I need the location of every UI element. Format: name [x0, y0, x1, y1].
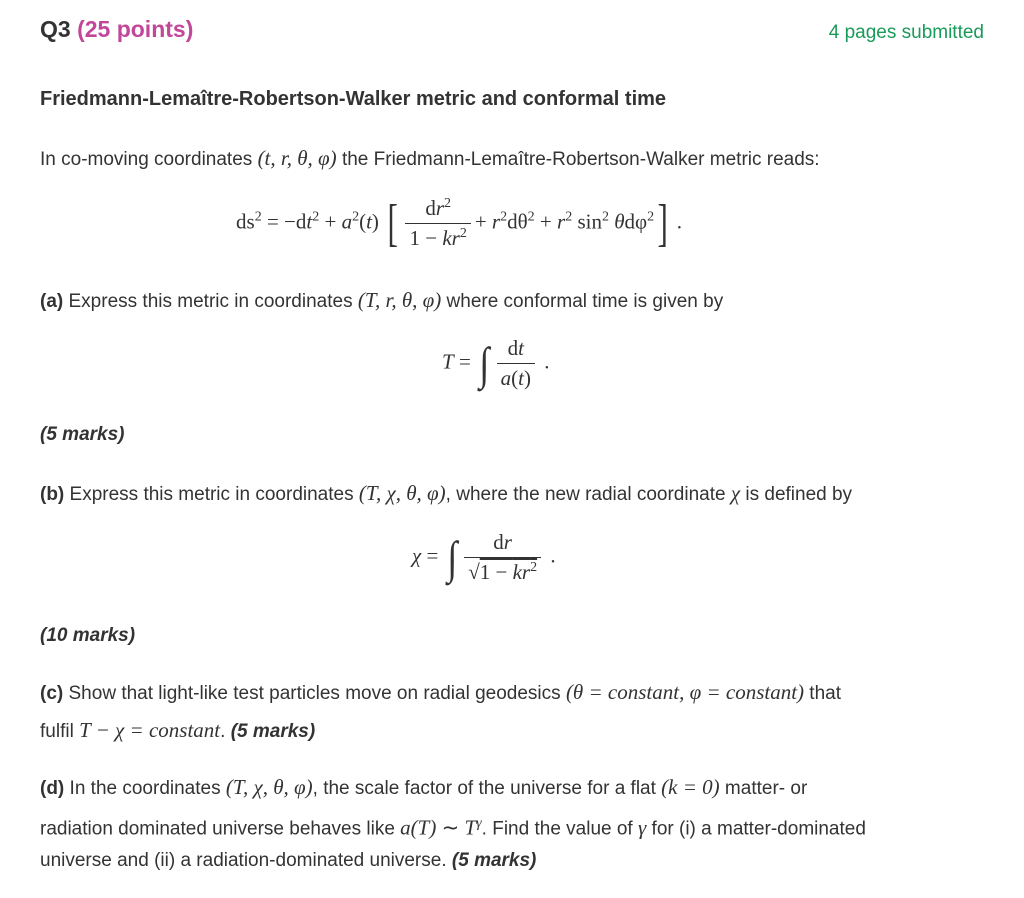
flrw-metric-equation: $ds^2 = -dt^2 + a^2(t)$ [ $\frac{dr^2}{1 - kr^2}$ + $r^2d\theta^2 + r^2$ $\sin^2 \theta d\varphi^2$] . [236, 194, 682, 252]
question-points: (25 points) [77, 16, 194, 42]
part-b-label: (b) [40, 484, 65, 505]
part-a-marks: (5 marks) [40, 424, 125, 445]
part-c-text-line1: (c) Show that light-like test particles move on radial geodesics (θ = constant, φ = constant) that [40, 680, 842, 704]
intro-coords: (t, r, θ, φ) [257, 146, 337, 170]
question-number: Q3 [40, 16, 71, 42]
part-d-text-line2: radiation dominated universe behaves like a(T) ∼ $T^\gamma$. Find the value of γ for (i) a matter-dominated [40, 815, 866, 840]
intro-paragraph: In co-moving coordinates (t, r, θ, φ) the Friedmann-Lemaître-Robertson-Walker metric reads: [40, 146, 820, 170]
part-d-text-line1: (d) In the coordinates (T, χ, θ, φ), the scale factor of the universe for a flat (k = 0) matter- or [40, 775, 808, 799]
part-b-text: (b) Express this metric in coordinates (T, χ, θ, φ), where the new radial coordinate χ is defined by [40, 481, 853, 505]
part-a-label: (a) [40, 291, 64, 312]
part-d-text-line3: universe and (ii) a radiation-dominated universe. (5 marks) [40, 850, 537, 871]
part-b-marks: (10 marks) [40, 625, 136, 646]
part-d-label: (d) [40, 778, 65, 799]
submission-status[interactable]: 4 pages submitted [828, 22, 984, 43]
part-c-text-line2: fulfil T − χ = constant. (5 marks) [40, 718, 316, 742]
part-c-label: (c) [40, 683, 64, 704]
part-d-marks: (5 marks) [451, 850, 537, 871]
question-title [40, 16, 193, 43]
conformal-time-equation: T = ∫ $\frac{dt}{a(t)}$ . [442, 336, 550, 390]
part-c-marks: (5 marks) [230, 721, 316, 742]
part-a-text: (a) Express this metric in coordinates (T, r, θ, φ) where conformal time is given by [40, 288, 724, 312]
radial-coordinate-equation: χ = ∫ $\frac{dr}{√1 - kr^2}$ . [412, 530, 556, 584]
question-subtitle: Friedmann-Lemaître-Robertson-Walker metric and conformal time [40, 88, 667, 110]
